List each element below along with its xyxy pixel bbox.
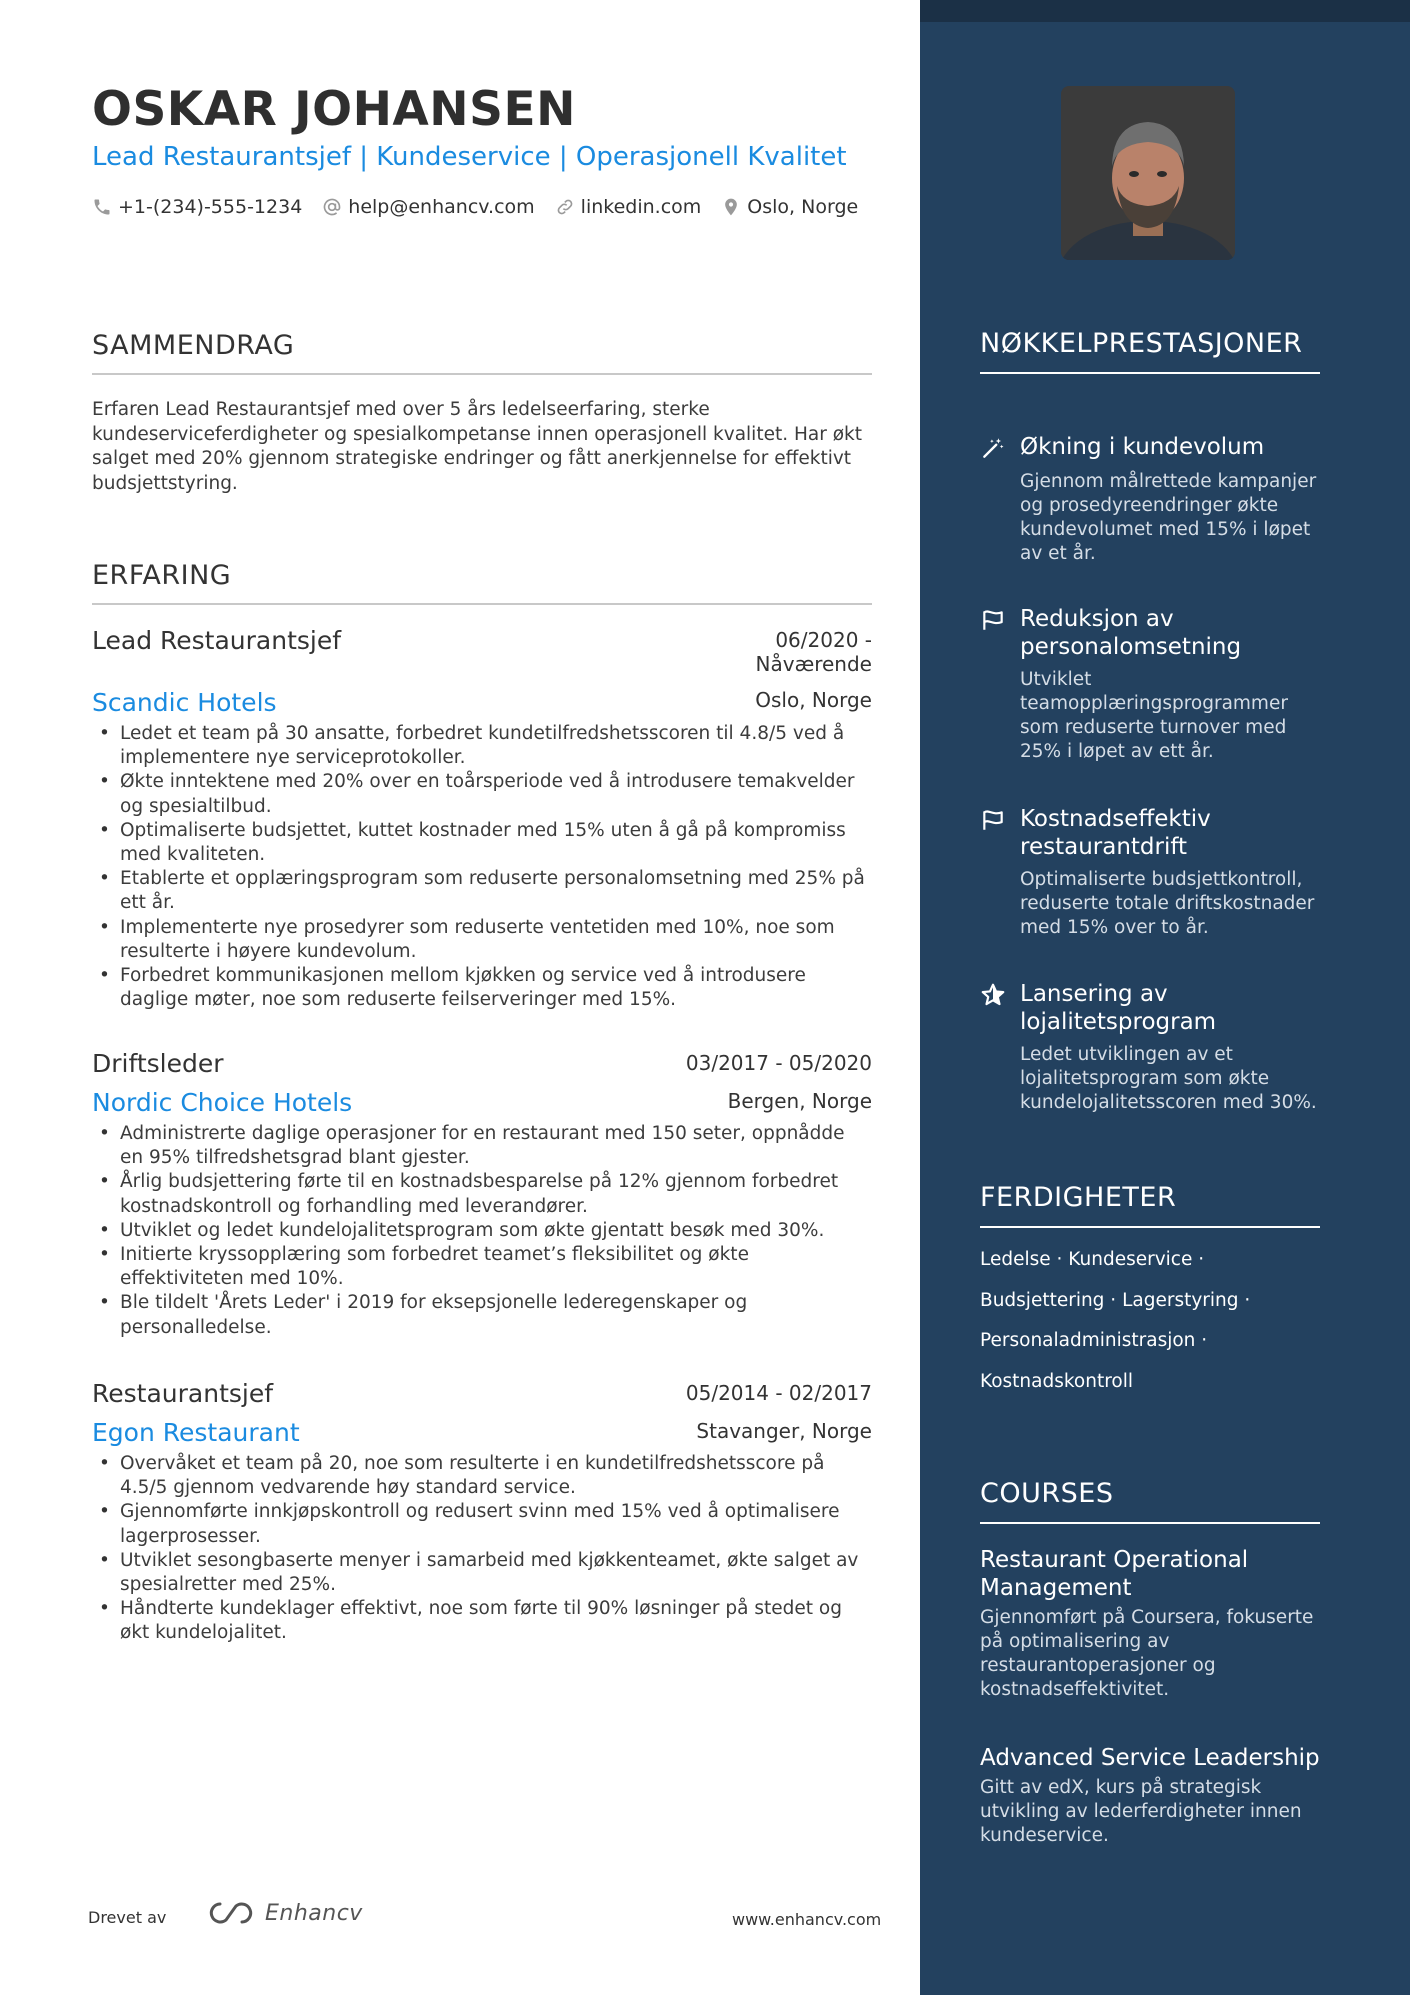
job-location: Bergen, Norge [727,1089,872,1113]
link-icon [555,197,575,217]
contact-linkedin[interactable] [555,196,702,218]
skill-line: Ledelse · Kundeservice · [980,1249,1205,1270]
achievement-desc: Utviklet teamopplæringsprogrammer som reduserte turnover med 25% i løpet av ett år. [1020,669,1288,762]
job-company: Nordic Choice Hotels [92,1088,353,1117]
job-bullet: • Etablerte et opplæringsprogram som reduserte personalomsetning med 25% på ett år. [92,867,872,915]
job-bullet: • Gjennomførte innkjøpskontroll og redusert svinn med 15% ved å optimalisere lagerprosesser. [92,1500,872,1548]
job-bullet: • Ble tildelt 'Årets Leder' i 2019 for eksepsjonelle lederegenskaper og personalledelse. [92,1291,872,1339]
achievement-title: Lansering av lojalitetsprogram [1020,981,1217,1035]
course-desc: Gjennomført på Coursera, fokuserte på optimalisering av restaurantoperasjoner og kostnadseffektivitet. [980,1607,1314,1700]
job-date-start: 06/2020 - [775,628,872,652]
job-bullets [92,722,872,1012]
candidate-title: Lead Restaurantsjef | Kundeservice | Operasjonell Kvalitet [92,142,847,172]
job-bullet: • Optimaliserte budsjettet, kuttet kostnader med 15% uten å gå på kompromiss med kvaliteten. [92,819,872,867]
job-bullet: • Overvåket et team på 20, noe som resulterte i en kundetilfredshetsscore på 4.5/5 gjennom vedvarende høy standard service. [92,1452,872,1500]
footer-powered-by: Drevet av [88,1908,167,1927]
job-title: Lead Restaurantsjef [92,626,342,655]
contact-location-text: Oslo, Norge [747,196,859,218]
course-item [980,1744,1320,1848]
skill-line: Budsjettering · Lagerstyring · [980,1289,1251,1311]
job-bullet: • Utviklet sesongbaserte menyer i samarbeid med kjøkkenteamet, økte salget av spesialretter med 25%. [92,1549,872,1597]
job-company: Egon Restaurant [92,1418,300,1447]
achievement-desc: Optimaliserte budsjettkontroll, reduserte totale driftskostnader med 15% over to år. [1020,869,1315,938]
job-bullet: • Ledet et team på 30 ansatte, forbedret kundetilfredshetsscoren til 4.8/5 ved å implementere nye serviceprotokoller. [92,722,872,770]
magic-wand-icon [980,435,1006,461]
course-item [980,1546,1320,1702]
footer-brand-logo[interactable] [207,1900,363,1926]
contact-location [721,196,858,218]
candidate-name: OSKAR JOHANSEN [92,82,576,137]
course-title: Restaurant Operational Management [980,1547,1249,1601]
sidebar-top-bar [920,0,1410,22]
skills-list [980,1248,1320,1410]
job-bullets [92,1122,872,1340]
job-company: Scandic Hotels [92,688,277,717]
contact-phone-text: +1-(234)-555-1234 [118,196,303,218]
contact-email[interactable] [322,196,534,218]
experience-heading: ERFARING [92,560,872,605]
job-title: Restaurantsjef [92,1379,274,1408]
job-location: Oslo, Norge [755,688,872,712]
job-bullet: • Forbedret kommunikasjonen mellom kjøkken og service ved å introdusere daglige møter, noe som reduserte feilserveringer med 15%. [92,964,872,1012]
job-date [756,628,872,676]
job-title: Driftsleder [92,1049,224,1078]
achievement-title: Økning i kundevolum [1020,434,1265,460]
footer-url[interactable]: www.enhancv.com [732,1910,882,1929]
course-desc: Gitt av edX, kurs på strategisk utvikling av lederferdigheter innen kundeservice. [980,1777,1302,1846]
job-bullets [92,1452,872,1646]
star-icon [980,982,1006,1008]
job-bullet: • Årlig budsjettering førte til en kostnadsbesparelse på 12% gjennom forbedret kostnadskontroll og forhandling med leverandører. [92,1170,872,1218]
job-bullet: • Implementerte nye prosedyrer som reduserte ventetiden med 10%, noe som resulterte i høyere kundevolum. [92,916,872,964]
skill-line: Kostnadskontroll [980,1370,1134,1392]
footer-brand-name: Enhancv [265,1900,363,1926]
job-date-end: Nåværende [755,652,872,676]
courses-heading: COURSES [980,1476,1320,1524]
contact-phone[interactable] [92,196,302,218]
flag-icon [980,807,1006,833]
contact-bar [92,196,858,218]
achievement-title: Reduksjon av personalomsetning [1020,606,1242,660]
avatar [1061,86,1235,260]
achievement-desc: Ledet utviklingen av et lojalitetsprogram som økte kundelojalitetsscoren med 30%. [1020,1044,1317,1113]
job-bullet: • Utviklet og ledet kundelojalitetsprogram som økte gjentatt besøk med 30%. [92,1219,872,1243]
contact-linkedin-text: linkedin.com [580,196,702,218]
summary-heading: SAMMENDRAG [92,330,872,375]
job-date: 03/2017 - 05/2020 [685,1051,872,1075]
summary-text: Erfaren Lead Restaurantsjef med over 5 års ledelseerfaring, sterke kundeserviceferdigheter og spesialkompetanse innen operasjonell kvalitet. Har økt salget med 20% gjennom strategiske endringer og fått anerkjennelse for effektivt budsjettstyring. [92,399,862,494]
sidebar [920,0,1410,1995]
flag-icon [980,607,1006,633]
phone-icon [92,197,112,217]
location-pin-icon [721,197,741,217]
job-bullet: • Håndterte kundeklager effektivt, noe som førte til 90% løsninger på stedet og økt kundelojalitet. [92,1597,872,1645]
enhancv-logo-icon [207,1900,255,1926]
achievement-desc: Gjennom målrettede kampanjer og prosedyreendringer økte kundevolumet med 15% i løpet av et år. [1020,471,1317,564]
achievements-heading: NØKKELPRESTASJONER [980,326,1320,374]
job-location: Stavanger, Norge [696,1419,872,1443]
at-icon [322,197,342,217]
job-bullet: • Økte inntektene med 20% over en toårsperiode ved å introdusere temakvelder og spesialtilbud. [92,770,872,818]
job-bullet: • Initierte kryssopplæring som forbedret teamet’s fleksibilitet og økte effektiviteten med 10%. [92,1243,872,1291]
job-date: 05/2014 - 02/2017 [685,1381,872,1405]
skills-heading: FERDIGHETER [980,1180,1320,1228]
achievement-title: Kostnadseffektiv restaurantdrift [1020,806,1211,860]
job-bullet: • Administrerte daglige operasjoner for en restaurant med 150 seter, oppnådde en 95% tilfredshetsgrad blant gjester. [92,1122,872,1170]
contact-email-text: help@enhancv.com [348,196,535,218]
course-title: Advanced Service Leadership [980,1745,1320,1771]
profile-photo [1061,86,1235,260]
skill-line: Personaladministrasjon · [980,1330,1208,1351]
